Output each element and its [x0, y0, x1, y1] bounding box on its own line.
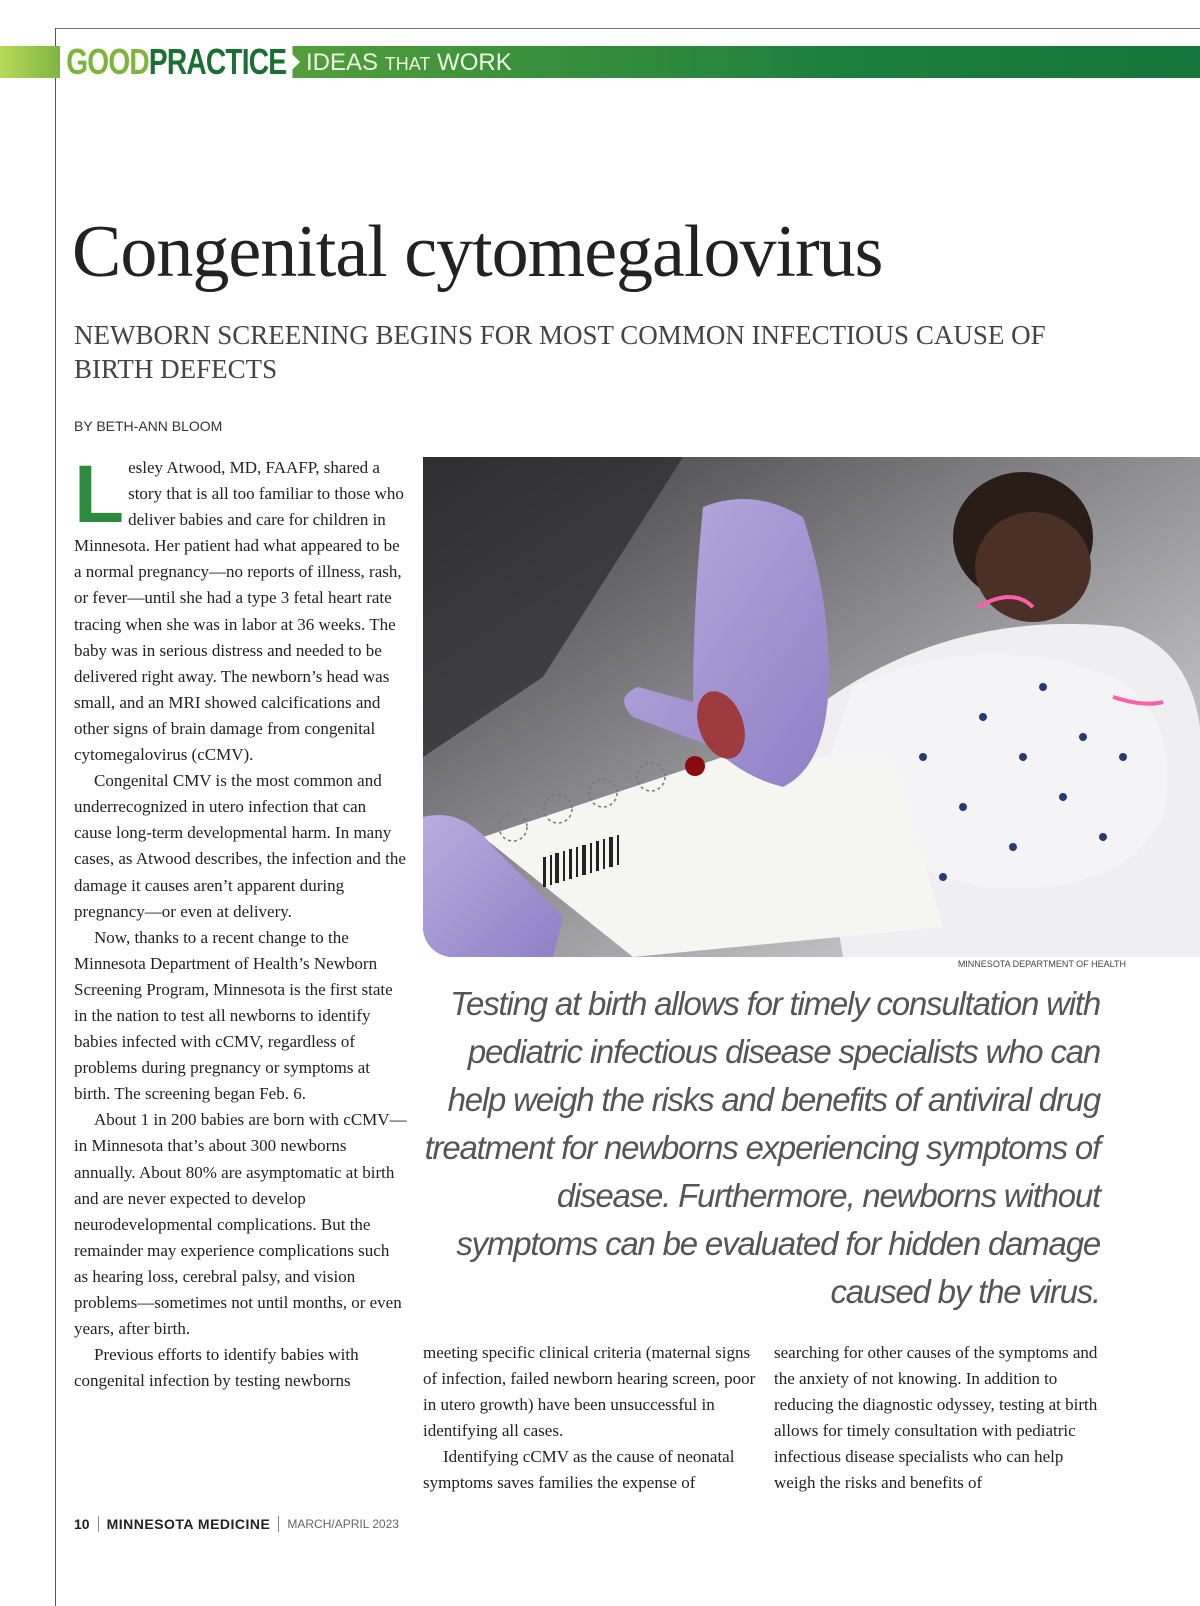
banner-arrow-icon: [290, 52, 300, 72]
banner-left-tip: [0, 46, 64, 78]
section-banner: [0, 41, 1200, 82]
page-footer: [74, 1516, 399, 1532]
logo-practice: PRACTICE: [148, 41, 287, 82]
tag-that: THAT: [384, 54, 431, 74]
top-rule: [55, 28, 1200, 29]
byline: BY BETH-ANN BLOOM: [74, 418, 223, 434]
footer-divider: [278, 1516, 279, 1532]
logo-good: GOOD: [66, 41, 149, 82]
section-logo: [60, 41, 292, 82]
body-column-1: [74, 449, 407, 1394]
page-number: 10: [74, 1516, 90, 1532]
paragraph-8: searching for other causes of the symptoms and the anxiety of not knowing. In addition to reducing the diagnostic odyssey, testing at birth allows for timely consultation with pediatric infectious disease specialists who can help weigh the risks and benefits of: [774, 1343, 1098, 1493]
newborn-screening-photo: [423, 457, 1200, 957]
drop-cap: L: [74, 449, 125, 540]
paragraph-2: Congenital CMV is the most common and underrecognized in utero infection that can cause long-term developmental harm. In many cases, as Atwood describes, the infection and the damage it causes aren’t apparent during pregnancy—or even at delivery.: [74, 771, 406, 921]
pull-quote: Testing at birth allows for timely consultation with pediatric infectious disease specialists who can help weigh the risks and benefits of antiviral drug treatment for newborns experiencing symptoms of disease. Furthermore, newborns without symptoms can be evaluated for hidden damage caused by the virus.: [424, 985, 1100, 1310]
tag-ideas: IDEAS: [306, 49, 379, 76]
paragraph-1: [74, 449, 407, 768]
issue-date: MARCH/APRIL 2023: [287, 1517, 399, 1531]
paragraph-3: Now, thanks to a recent change to the Minnesota Department of Health’s Newborn Screening Program, Minnesota is the first state in the nation to test all newborns to identify babies infected with cCMV, regardless of problems during pregnancy or symptoms at birth. The screening began Feb. 6.: [74, 927, 393, 1104]
body-column-2: [423, 1340, 758, 1497]
publication-name: MINNESOTA MEDICINE: [106, 1516, 271, 1532]
article-title: Congenital cytomegalovirus: [72, 211, 883, 293]
paragraph-5: Previous efforts to identify babies with congenital infection by testing newborns: [74, 1345, 359, 1391]
page-gutter-rule: [55, 28, 56, 1606]
footer-divider: [98, 1516, 99, 1532]
section-tagline: [306, 49, 512, 77]
article-subtitle: NEWBORN SCREENING BEGINS FOR MOST COMMON INFECTIOUS CAUSE OF BIRTH DEFECTS: [74, 320, 1046, 384]
paragraph-1-text: esley Atwood, MD, FAAFP, shared a story that is all too familiar to those who deliver babies and care for children in Minnesota. Her patient had what appeared to be a normal pregnancy—no reports of illness, rash, or fever—until she had a type 3 fetal heart rate tracing when she was in labor at 36 weeks. The baby was in serious distress and needed to be delivered right away. The newborn’s head was small, and an MRI showed calcifications and other signs of brain damage from congenital cytomegalovirus (cCMV).: [74, 458, 404, 765]
paragraph-4: About 1 in 200 babies are born with cCMV—in Minnesota that’s about 300 newborns annually. About 80% are asymptomatic at birth and are never expected to develop neurodevelopmental complications. But the remainder may experience complications such as hearing loss, cerebral palsy, and vision problems—sometimes not until months, or even years, after birth.: [74, 1110, 407, 1339]
paragraph-6: meeting specific clinical criteria (maternal signs of infection, failed newborn hearing screen, poor in utero growth) have been unsuccessful in identifying all cases.: [423, 1343, 756, 1441]
tag-work: WORK: [437, 49, 512, 76]
article-photo: [423, 457, 1200, 957]
body-column-3: [774, 1340, 1109, 1497]
photo-credit: MINNESOTA DEPARTMENT OF HEALTH: [957, 959, 1126, 969]
paragraph-7: Identifying cCMV as the cause of neonatal symptoms saves families the expense of: [423, 1447, 735, 1493]
